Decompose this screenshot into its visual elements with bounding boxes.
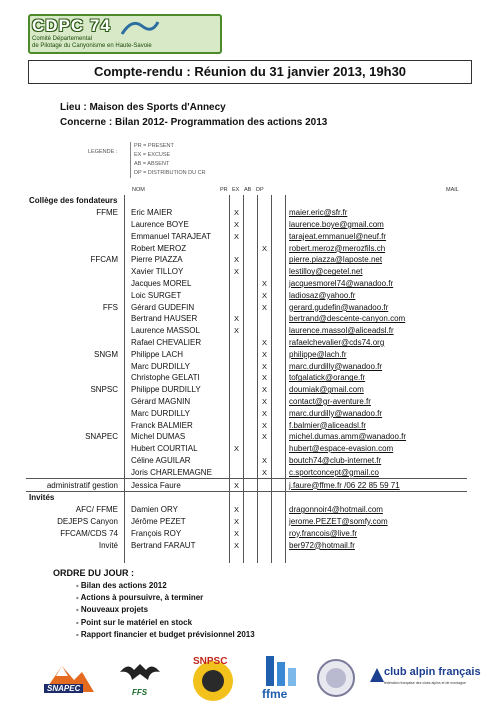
distribution-cell: [272, 491, 286, 503]
attendance-row: [26, 419, 467, 431]
present-cell: [230, 396, 244, 408]
distribution-cell: [272, 219, 286, 231]
present-cell: X: [230, 313, 244, 325]
excused-cell: [244, 254, 258, 266]
present-cell: [230, 242, 244, 254]
organization-cell: FFCAM/CDS 74: [60, 528, 118, 538]
excused-cell: [244, 242, 258, 254]
email-cell: boutch74@club-internet.fr: [286, 455, 468, 467]
distribution-cell: [272, 301, 286, 313]
distribution-cell: [272, 384, 286, 396]
column-header-ab: AB: [244, 187, 252, 193]
name-cell: Damien ORY: [125, 504, 230, 516]
email-cell: contact@gr-aventure.fr: [286, 396, 468, 408]
email-cell: jerome.PEZET@somfy.com: [286, 516, 468, 528]
name-cell: Bertrand HAUSER: [125, 313, 230, 325]
distribution-cell: [272, 466, 286, 478]
name-cell: [125, 491, 230, 503]
email-cell: j.faure@ffme.fr /06 22 85 59 71: [286, 479, 468, 492]
attendance-row: [26, 372, 467, 384]
distribution-cell: [272, 407, 286, 419]
attendance-row: [26, 539, 467, 551]
legend-item: EX = EXCUSE: [134, 152, 171, 158]
email-cell: laurence.massol@aliceadsl.fr: [286, 325, 468, 337]
excused-cell: [244, 407, 258, 419]
absent-cell: X: [258, 455, 272, 467]
name-cell: Franck BALMIER: [125, 419, 230, 431]
name-cell: Robert MEROZ: [125, 242, 230, 254]
email-cell: maier.eric@sfr.fr: [286, 207, 468, 219]
absent-cell: [258, 527, 272, 539]
absent-cell: [258, 195, 272, 207]
present-cell: [230, 348, 244, 360]
agenda-item: - Actions à poursuivre, à terminer: [76, 593, 204, 603]
distribution-cell: [272, 278, 286, 290]
present-cell: [230, 384, 244, 396]
organization-cell: [26, 242, 125, 254]
organization-cell: [26, 551, 125, 563]
distribution-cell: [272, 516, 286, 528]
excused-cell: [244, 278, 258, 290]
column-header-pr: PR: [220, 187, 228, 193]
attendance-row: [26, 384, 467, 396]
agenda-list: [76, 580, 255, 641]
legend-item: PR = PRESENT: [134, 143, 174, 149]
attendance-row: [26, 219, 467, 231]
absent-cell: X: [258, 289, 272, 301]
ffs-logo: [118, 658, 162, 700]
attendance-row: [26, 443, 467, 455]
organization-cell: [26, 372, 125, 384]
section-header-row: [26, 491, 467, 503]
absent-cell: X: [258, 301, 272, 313]
excused-cell: [244, 372, 258, 384]
attendance-row: [26, 337, 467, 349]
name-cell: Gérard MAGNIN: [125, 396, 230, 408]
attendance-row: [26, 396, 467, 408]
organization-cell: [26, 407, 125, 419]
ffme-peaks-icon: [260, 656, 308, 686]
partner-logos: [40, 654, 480, 704]
excused-cell: [244, 455, 258, 467]
absent-cell: [258, 325, 272, 337]
ffs-label: FFS: [132, 688, 148, 697]
email-cell: dragonnoir4@hotmail.com: [286, 504, 468, 516]
organization-cell: [26, 325, 125, 337]
distribution-cell: [272, 325, 286, 337]
absent-cell: X: [258, 348, 272, 360]
excused-cell: [244, 325, 258, 337]
attendance-row: [26, 479, 467, 492]
distribution-cell: [272, 431, 286, 443]
organization-cell: [26, 443, 125, 455]
name-cell: Xavier TILLOY: [125, 266, 230, 278]
excused-cell: [244, 289, 258, 301]
present-cell: X: [230, 219, 244, 231]
legend-item: DP = DISTRIBUTION DU CR: [134, 170, 206, 176]
present-cell: [230, 407, 244, 419]
excused-cell: [244, 443, 258, 455]
present-cell: [230, 360, 244, 372]
present-cell: X: [230, 254, 244, 266]
logo-subtitle: [32, 36, 152, 50]
email-cell: ber972@hotmail.fr: [286, 539, 468, 551]
name-cell: Laurence BOYE: [125, 219, 230, 231]
absent-cell: X: [258, 372, 272, 384]
absent-cell: X: [258, 278, 272, 290]
snpsc-label: SNPSC: [193, 656, 228, 667]
distribution-cell: [272, 254, 286, 266]
absent-cell: [258, 230, 272, 242]
email-cell: laurence.boye@gmail.com: [286, 219, 468, 231]
attendance-row: [26, 466, 467, 478]
organization-cell: AFC/ FFME: [75, 505, 118, 515]
absent-cell: [258, 516, 272, 528]
present-cell: [230, 431, 244, 443]
present-cell: X: [230, 504, 244, 516]
name-cell: François ROY: [125, 527, 230, 539]
present-cell: X: [230, 539, 244, 551]
organization-cell: Invité: [98, 540, 118, 550]
absent-cell: X: [258, 407, 272, 419]
present-cell: X: [230, 516, 244, 528]
absent-cell: [258, 491, 272, 503]
name-cell: [125, 195, 230, 207]
absent-cell: X: [258, 242, 272, 254]
email-cell: doumiak@gmail.com: [286, 384, 468, 396]
attendance-row: [26, 360, 467, 372]
name-cell: Marc DURDILLY: [125, 407, 230, 419]
email-cell: pierre.piazza@laposte.net: [286, 254, 468, 266]
organization-cell: [26, 419, 125, 431]
name-cell: Marc DURDILLY: [125, 360, 230, 372]
absent-cell: X: [258, 396, 272, 408]
excused-cell: [244, 313, 258, 325]
absent-cell: [258, 443, 272, 455]
excused-cell: [244, 266, 258, 278]
legend-list: [130, 142, 206, 178]
attendance-row: [26, 407, 467, 419]
present-cell: [230, 466, 244, 478]
distribution-cell: [272, 479, 286, 492]
club-alpin-sublabel: fédération française des clubs alpins et de montagne: [384, 681, 466, 685]
name-cell: Hubert COURTIAL: [125, 443, 230, 455]
absent-cell: X: [258, 360, 272, 372]
name-cell: [125, 551, 230, 563]
email-cell: tofgalatick@orange.fr: [286, 372, 468, 384]
excused-cell: [244, 230, 258, 242]
attendance-row: [26, 551, 467, 563]
organization-cell: [26, 337, 125, 349]
excused-cell: [244, 360, 258, 372]
name-cell: Rafael CHEVALIER: [125, 337, 230, 349]
present-cell: X: [230, 266, 244, 278]
email-cell: f.balmier@aliceadsl.fr: [286, 419, 468, 431]
attendance-row: [26, 504, 467, 516]
distribution-cell: [272, 242, 286, 254]
email-cell: marc.durdilly@wanadoo.fr: [286, 360, 468, 372]
distribution-cell: [272, 419, 286, 431]
absent-cell: X: [258, 466, 272, 478]
distribution-cell: [272, 313, 286, 325]
organization-cell: SNPSC: [90, 385, 118, 395]
email-cell: robert.meroz@merozfils.ch: [286, 242, 468, 254]
agenda-item: - Bilan des actions 2012: [76, 581, 167, 590]
name-cell: Eric MAIER: [125, 207, 230, 219]
absent-cell: [258, 479, 272, 492]
present-cell: [230, 301, 244, 313]
excused-cell: [244, 479, 258, 492]
agenda-item: - Point sur le matériel en stock: [76, 617, 193, 627]
attendance-table: [26, 195, 467, 563]
absent-cell: [258, 539, 272, 551]
distribution-cell: [272, 455, 286, 467]
excused-cell: [244, 337, 258, 349]
absent-cell: X: [258, 337, 272, 349]
distribution-cell: [272, 360, 286, 372]
email-cell: [286, 195, 468, 207]
absent-cell: [258, 254, 272, 266]
email-cell: lestilloy@cegetel.net: [286, 266, 468, 278]
legend-item: AB = ABSENT: [134, 161, 170, 167]
distribution-cell: [272, 337, 286, 349]
name-cell: Jacques MOREL: [125, 278, 230, 290]
organization-cell: SNGM: [94, 349, 118, 359]
email-cell: c.sportconcept@gmail.co: [286, 466, 468, 478]
attendance-row: [26, 207, 467, 219]
email-cell: tarajeat.emmanuel@neuf.fr: [286, 230, 468, 242]
attendance-row: [26, 527, 467, 539]
organization-cell: [26, 313, 125, 325]
present-cell: [230, 278, 244, 290]
attendance-row: [26, 266, 467, 278]
name-cell: Philippe DURDILLY: [125, 384, 230, 396]
logo-subtitle-1: Comité Départemental: [32, 36, 93, 42]
name-cell: Jessica Faure: [125, 479, 230, 492]
page-title: Compte-rendu : Réunion du 31 janvier 2013, 19h30: [28, 60, 472, 84]
distribution-cell: [272, 372, 286, 384]
present-cell: X: [230, 527, 244, 539]
absent-cell: X: [258, 419, 272, 431]
snapec-label: SNAPEC: [44, 684, 83, 693]
excused-cell: [244, 195, 258, 207]
excused-cell: [244, 516, 258, 528]
organization-cell: administratif gestion: [26, 479, 125, 492]
distribution-cell: [272, 195, 286, 207]
distribution-cell: [272, 504, 286, 516]
distribution-cell: [272, 348, 286, 360]
organization-cell: [26, 289, 125, 301]
organization-cell: DEJEPS Canyon: [57, 516, 118, 526]
name-cell: Loic SURGET: [125, 289, 230, 301]
absent-cell: [258, 207, 272, 219]
distribution-cell: [272, 289, 286, 301]
excused-cell: [244, 384, 258, 396]
present-cell: [230, 337, 244, 349]
present-cell: [230, 419, 244, 431]
attendance-row: [26, 313, 467, 325]
present-cell: [230, 195, 244, 207]
absent-cell: [258, 313, 272, 325]
column-header-mail: MAIL: [446, 187, 459, 193]
absent-cell: [258, 266, 272, 278]
ffme-label: ffme: [262, 687, 288, 701]
attendance-row: [26, 278, 467, 290]
club-alpin-label: club alpin français: [384, 666, 481, 678]
name-cell: Christophe GELATI: [125, 372, 230, 384]
organization-cell: Invités: [29, 493, 55, 503]
snpsc-logo: [188, 654, 238, 704]
excused-cell: [244, 431, 258, 443]
email-cell: bertrand@descente-canyon.com: [286, 313, 468, 325]
name-cell: Céline AGUILAR: [125, 455, 230, 467]
organization-cell: FFS: [102, 302, 118, 312]
logo-name: CDPC 74: [32, 16, 111, 35]
email-cell: gerard.gudefin@wanadoo.fr: [286, 301, 468, 313]
attendance-row: [26, 516, 467, 528]
attendance-row: [26, 254, 467, 266]
distribution-cell: [272, 527, 286, 539]
name-cell: Gérard GUDEFIN: [125, 301, 230, 313]
present-cell: [230, 455, 244, 467]
distribution-cell: [272, 396, 286, 408]
attendance-row: [26, 348, 467, 360]
organization-cell: [26, 396, 125, 408]
absent-cell: X: [258, 431, 272, 443]
name-cell: Michel DUMAS: [125, 431, 230, 443]
column-header-dp: DP: [256, 187, 264, 193]
excused-cell: [244, 219, 258, 231]
excused-cell: [244, 551, 258, 563]
column-header-ex: EX: [232, 187, 240, 193]
present-cell: [230, 372, 244, 384]
email-cell: [286, 551, 468, 563]
seal-icon: [316, 654, 356, 702]
name-cell: Joris CHARLEMAGNE: [125, 466, 230, 478]
excused-cell: [244, 207, 258, 219]
name-cell: Laurence MASSOL: [125, 325, 230, 337]
email-cell: hubert@espace-evasion.com: [286, 443, 468, 455]
email-cell: ladiosaz@yahoo.fr: [286, 289, 468, 301]
email-cell: marc.durdilly@wanadoo.fr: [286, 407, 468, 419]
distribution-cell: [272, 539, 286, 551]
name-cell: Pierre PIAZZA: [125, 254, 230, 266]
distribution-cell: [272, 230, 286, 242]
meeting-subject: Concerne : Bilan 2012- Programmation des actions 2013: [60, 117, 328, 128]
name-cell: Philippe LACH: [125, 348, 230, 360]
present-cell: X: [230, 479, 244, 492]
canyon-wave-icon: [120, 16, 160, 38]
distribution-cell: [272, 551, 286, 563]
excused-cell: [244, 491, 258, 503]
attendance-row: [26, 242, 467, 254]
organization-cell: SNAPEC: [85, 432, 118, 442]
organization-cell: [26, 466, 125, 478]
government-seal-logo: [316, 654, 356, 702]
column-header-name: NOM: [132, 187, 145, 193]
organization-cell: [26, 360, 125, 372]
excused-cell: [244, 466, 258, 478]
excused-cell: [244, 527, 258, 539]
attendance-row: [26, 301, 467, 313]
email-cell: roy.francois@live.fr: [286, 527, 468, 539]
excused-cell: [244, 539, 258, 551]
agenda-item: - Rapport financier et budget prévisionnel 2013: [76, 629, 255, 639]
email-cell: [286, 491, 468, 503]
name-cell: Jérôme PEZET: [125, 516, 230, 528]
absent-cell: X: [258, 384, 272, 396]
email-cell: jacquesmorel74@wanadoo.fr: [286, 278, 468, 290]
distribution-cell: [272, 207, 286, 219]
excused-cell: [244, 348, 258, 360]
snapec-logo: [40, 662, 96, 696]
agenda-item: - Nouveaux projets: [76, 605, 149, 615]
organization-cell: Collège des fondateurs: [29, 196, 118, 206]
attendance-row: [26, 289, 467, 301]
absent-cell: [258, 504, 272, 516]
present-cell: [230, 551, 244, 563]
present-cell: X: [230, 207, 244, 219]
attendance-row: [26, 325, 467, 337]
present-cell: X: [230, 230, 244, 242]
club-alpin-logo: [370, 666, 480, 700]
logo-subtitle-2: de Pilotage du Canyonisme en Haute-Savoie: [32, 43, 152, 49]
organization-cell: [26, 266, 125, 278]
attendance-row: [26, 230, 467, 242]
ffme-logo: [260, 656, 308, 702]
club-alpin-peak-icon: [370, 668, 384, 682]
excused-cell: [244, 396, 258, 408]
cdpc74-logo: [28, 14, 222, 54]
distribution-cell: [272, 443, 286, 455]
present-cell: [230, 491, 244, 503]
organization-cell: FFME: [96, 208, 118, 218]
organization-cell: [26, 455, 125, 467]
name-cell: Bertrand FARAUT: [125, 539, 230, 551]
legend-label: LEGENDE :: [88, 149, 118, 155]
email-cell: michel.dumas.amm@wanadoo.fr: [286, 431, 468, 443]
attendance-row: [26, 431, 467, 443]
present-cell: X: [230, 325, 244, 337]
excused-cell: [244, 419, 258, 431]
present-cell: [230, 289, 244, 301]
organization-cell: [26, 230, 125, 242]
organization-cell: FFCAM: [90, 255, 118, 265]
bat-icon: [118, 658, 162, 690]
email-cell: rafaelchevalier@cds74.org: [286, 337, 468, 349]
organization-cell: [26, 278, 125, 290]
absent-cell: [258, 551, 272, 563]
excused-cell: [244, 504, 258, 516]
agenda-title: ORDRE DU JOUR :: [53, 568, 135, 578]
section-header-row: [26, 195, 467, 207]
absent-cell: [258, 219, 272, 231]
present-cell: X: [230, 443, 244, 455]
meeting-location: Lieu : Maison des Sports d'Annecy: [60, 102, 226, 113]
attendance-row: [26, 455, 467, 467]
distribution-cell: [272, 266, 286, 278]
organization-cell: [26, 219, 125, 231]
name-cell: Emmanuel TARAJEAT: [125, 230, 230, 242]
email-cell: philippe@lach.fr: [286, 348, 468, 360]
excused-cell: [244, 301, 258, 313]
